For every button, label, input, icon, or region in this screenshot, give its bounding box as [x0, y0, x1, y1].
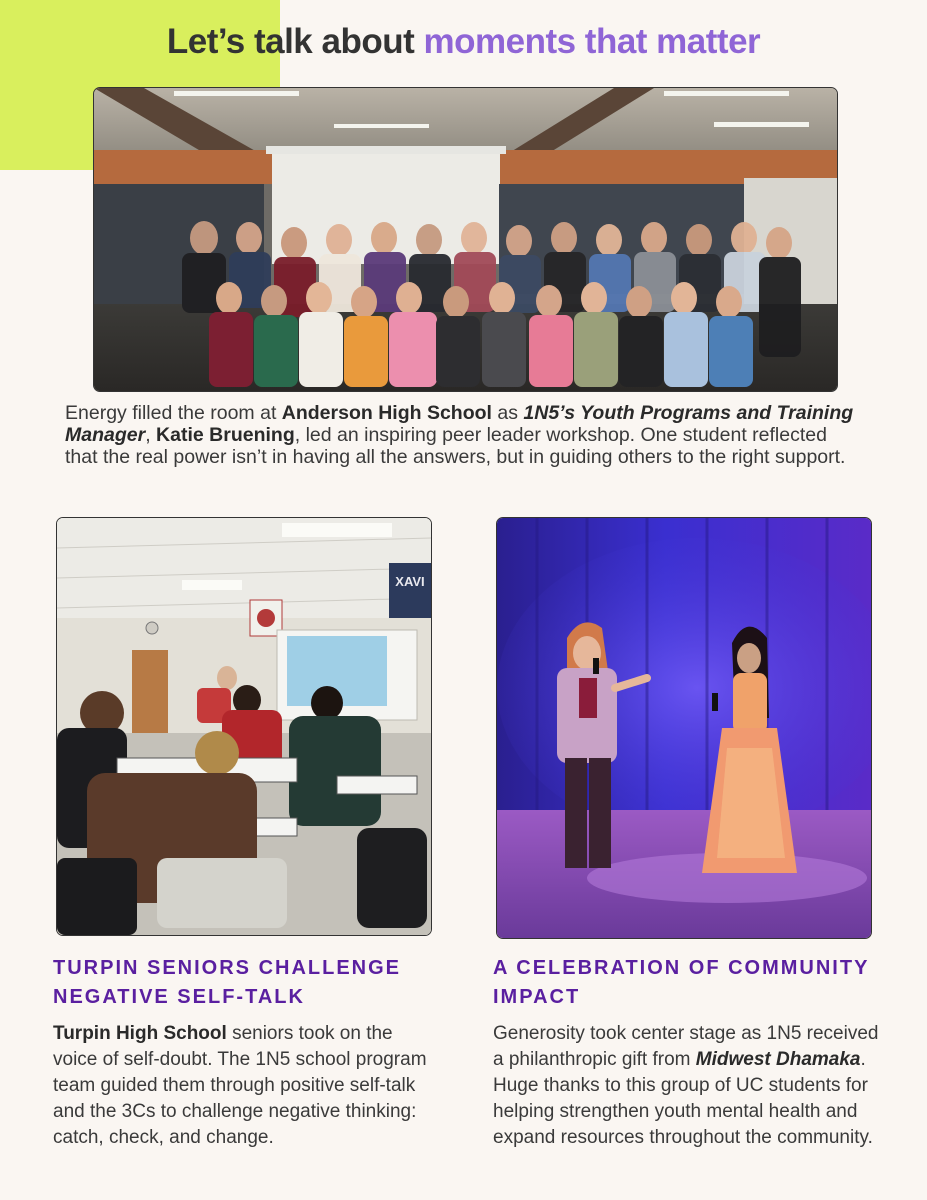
- page-headline: [0, 22, 927, 62]
- right-story-text-2: . Huge thanks to this group of UC students for helping strengthen youth mental health and expand resources throughout the community.: [493, 1049, 873, 1148]
- right-story-donor: Midwest Dhamaka: [695, 1049, 861, 1070]
- stage-photo: [496, 517, 872, 939]
- caption-role: 1N5’s Youth Programs and Training Manager: [65, 402, 854, 446]
- xavier-banner-text: XAVI: [395, 574, 425, 589]
- main-story-caption: [65, 402, 855, 468]
- caption-person: Katie Bruening: [156, 424, 295, 446]
- classroom-photo-image: [57, 518, 431, 935]
- classroom-photo: [56, 517, 432, 936]
- group-workshop-photo-image: [94, 88, 837, 391]
- left-story-title: TURPIN SENIORS CHALLENGE NEGATIVE SELF-TALK: [53, 957, 402, 1008]
- caption-text-2: as: [491, 402, 524, 424]
- caption-text-4: , led an inspiring peer leader workshop. One student reflected that the real power isn’t in having all the answers, but in guiding others to the right support.: [65, 424, 846, 468]
- right-story-body: [493, 1021, 893, 1151]
- right-story-title: A CELEBRATION OF COMMUNITY IMPACT: [493, 957, 870, 1008]
- caption-text-3: ,: [145, 424, 157, 446]
- left-story-school: Turpin High School: [53, 1023, 227, 1044]
- stage-photo-image: [497, 518, 871, 938]
- headline-highlight: moments that matter: [423, 22, 761, 61]
- group-workshop-photo: [93, 87, 838, 392]
- caption-school: Anderson High School: [281, 402, 492, 424]
- headline-lead: Let’s talk about: [166, 22, 424, 61]
- left-story-body: [53, 1021, 433, 1151]
- right-story-text-1: Generosity took center stage as 1N5 received a philanthropic gift from: [493, 1023, 879, 1070]
- left-story-text: seniors took on the voice of self-doubt. The 1N5 school program team guided them through positive self-talk and the 3Cs to challenge negative thinking: catch, check, and change.: [53, 1023, 427, 1148]
- caption-text-1: Energy filled the room at: [65, 402, 282, 424]
